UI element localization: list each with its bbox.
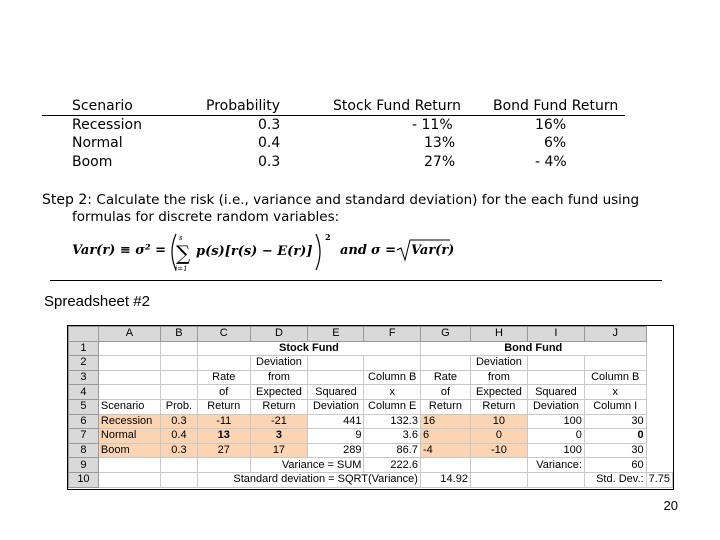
cell[interactable]: Squared [308,385,364,400]
page-number: 20 [663,498,678,513]
scenario-bond: - 4% [535,154,567,170]
scenario-stock: 13% [424,135,456,151]
header-scenario: Scenario [72,98,133,114]
cell[interactable]: Column I [584,399,646,414]
cell[interactable]: of [197,385,250,400]
data-row [69,443,673,458]
col-letter[interactable]: B [160,327,197,342]
cell[interactable]: 0.3 [160,414,197,429]
col-letter[interactable]: A [98,327,160,342]
cell[interactable]: Recession [98,414,160,429]
row-number[interactable]: 2 [69,356,99,371]
cell[interactable]: Boom [98,443,160,458]
step2-label: Step 2: [42,192,92,208]
cell[interactable]: x [584,385,646,400]
cell[interactable] [160,385,197,400]
spreadsheet-grid [68,326,673,488]
cell[interactable] [98,472,160,487]
cell[interactable] [420,356,470,371]
cell[interactable]: x [364,385,420,400]
cell[interactable]: 10 [470,414,527,429]
cell[interactable]: 6 [420,429,470,444]
cell[interactable] [470,458,527,473]
section-divider [50,280,662,281]
row-number[interactable]: 6 [69,414,99,429]
scenario-prob: 0.4 [258,135,281,151]
cell[interactable]: 9 [308,429,364,444]
col-letter[interactable]: F [364,327,420,342]
cell[interactable]: -11 [197,414,250,429]
header-stock-return: Stock Fund Return [333,98,462,114]
cell[interactable]: 0.4 [160,429,197,444]
scenario-bond: 16% [535,117,567,133]
header-probability: Probability [206,98,281,114]
corner-cell[interactable] [69,327,99,342]
cell[interactable]: Deviation [470,356,527,371]
sheet-row [69,472,673,487]
cell[interactable]: Rate [420,370,470,385]
cell[interactable]: Return [250,399,308,414]
cell[interactable]: 3 [250,429,308,444]
header-bond-return: Bond Fund Return [493,98,619,114]
sheet-row [69,458,673,473]
cell[interactable] [527,370,584,385]
sheet-row [69,385,673,400]
cell[interactable]: Return [197,399,250,414]
col-letter[interactable]: D [250,327,308,342]
cell[interactable]: Squared [527,385,584,400]
column-header-row [69,327,673,342]
cell[interactable]: 0.3 [160,443,197,458]
cell[interactable]: of [420,385,470,400]
cell[interactable]: -10 [470,443,527,458]
scenario-bond: 6% [544,135,567,151]
cell[interactable]: 0 [527,429,584,444]
cell[interactable] [160,341,197,356]
cell[interactable]: Variance: [527,458,584,473]
sqrt-argument: Var(r) [411,243,455,258]
cell[interactable] [527,472,584,487]
col-letter[interactable]: J [584,327,646,342]
cell[interactable]: 3.6 [364,429,420,444]
data-row [69,414,673,429]
sum-upper: s [179,234,183,242]
cell[interactable]: Normal [98,429,160,444]
sheet-row [69,370,673,385]
scenario-stock: 27% [424,154,456,170]
cell[interactable] [364,356,420,371]
cell[interactable]: Expected [470,385,527,400]
cell[interactable]: Column B [364,370,420,385]
cell[interactable]: 100 [527,443,584,458]
cell[interactable]: Scenario [98,399,160,414]
cell[interactable]: -4 [420,443,470,458]
col-letter[interactable]: E [308,327,364,342]
spreadsheet [67,325,674,490]
col-letter[interactable]: C [197,327,250,342]
col-letter[interactable]: G [420,327,470,342]
formula-graphic [72,228,462,276]
sheet-row [69,341,673,356]
cell[interactable]: 7.75 [646,472,672,487]
row-number[interactable]: 4 [69,385,99,400]
scenario-name: Recession [72,117,142,133]
col-letter[interactable]: I [527,327,584,342]
cell[interactable]: Prob. [160,399,197,414]
row-number[interactable]: 7 [69,429,99,444]
cell[interactable] [160,458,197,473]
cell[interactable]: 0 [470,429,527,444]
cell[interactable]: Std. Dev.: [584,472,646,487]
cell[interactable]: from [470,370,527,385]
variance-formula [72,228,462,280]
bond-fund-header[interactable]: Bond Fund [420,341,646,356]
cell[interactable]: Column E [364,399,420,414]
cell[interactable]: Return [420,399,470,414]
cell[interactable] [98,356,160,371]
cell[interactable] [584,356,646,371]
cell[interactable]: 16 [420,414,470,429]
cell[interactable] [308,370,364,385]
scenario-name: Normal [72,135,123,151]
sum-lower: i=1 [175,265,188,273]
cell[interactable]: Deviation [308,399,364,414]
cell[interactable]: 30 [584,443,646,458]
sum-sign: ∑ [176,241,191,265]
data-row [69,429,673,444]
cell[interactable]: 86.7 [364,443,420,458]
spreadsheet-title: Spreadsheet #2 [44,293,150,310]
sheet-row [69,356,673,371]
cell[interactable] [98,385,160,400]
step2-paragraph [42,192,702,226]
outer-exponent: 2 [325,232,331,242]
variance-label[interactable]: Variance = SUM [250,458,364,473]
close-paren [316,234,320,270]
cell[interactable]: 13 [197,429,250,444]
row-number[interactable]: 8 [69,443,99,458]
cell[interactable]: 14.92 [420,472,470,487]
formula-body: p(s)[r(s) − E(r)] [196,244,313,259]
cell[interactable] [98,370,160,385]
scenario-stock: - 11% [412,117,453,133]
cell[interactable] [160,356,197,371]
sheet-row [69,399,673,414]
cell[interactable]: 289 [308,443,364,458]
stock-fund-header[interactable]: Stock Fund [197,341,420,356]
scenario-name: Boom [72,154,113,170]
cell[interactable]: Return [470,399,527,414]
cell[interactable]: Rate [197,370,250,385]
row-number[interactable]: 3 [69,370,99,385]
col-letter[interactable]: H [470,327,527,342]
cell[interactable]: Expected [250,385,308,400]
cell[interactable]: 0 [584,429,646,444]
cell[interactable]: 30 [584,414,646,429]
cell[interactable] [160,472,197,487]
row-number[interactable]: 1 [69,341,99,356]
cell[interactable] [197,356,250,371]
cell[interactable]: Deviation [250,356,308,371]
cell[interactable]: from [250,370,308,385]
scenario-prob: 0.3 [258,117,281,133]
cell[interactable]: 100 [527,414,584,429]
step2-text: Calculate the risk (i.e., variance and standard deviation) for the each fund using [96,192,640,208]
cell[interactable]: 222.6 [364,458,420,473]
cell[interactable]: 441 [308,414,364,429]
cell[interactable]: 132.3 [364,414,420,429]
cell[interactable] [308,356,364,371]
row-number[interactable]: 5 [69,399,99,414]
cell[interactable] [420,458,470,473]
cell[interactable] [470,472,527,487]
cell[interactable]: -21 [250,414,308,429]
cell[interactable] [98,341,160,356]
cell[interactable]: 17 [250,443,308,458]
row-number[interactable]: 10 [69,472,99,487]
cell[interactable]: 27 [197,443,250,458]
row-number[interactable]: 9 [69,458,99,473]
cell[interactable]: Deviation [527,399,584,414]
cell[interactable] [160,370,197,385]
cell[interactable] [197,458,250,473]
scenario-prob: 0.3 [258,154,281,170]
sigma-lhs: σ = [371,243,397,258]
cell[interactable]: 60 [584,458,646,473]
step2-text-cont: formulas for discrete random variables: [72,209,340,225]
std-dev-label[interactable]: Standard deviation = SQRT(Variance) [197,472,420,487]
cell[interactable] [527,356,584,371]
and-word: and [340,243,367,258]
cell[interactable] [98,458,160,473]
cell[interactable]: Column B [584,370,646,385]
formula-lhs: Var(r) ≡ σ² = [72,243,166,258]
